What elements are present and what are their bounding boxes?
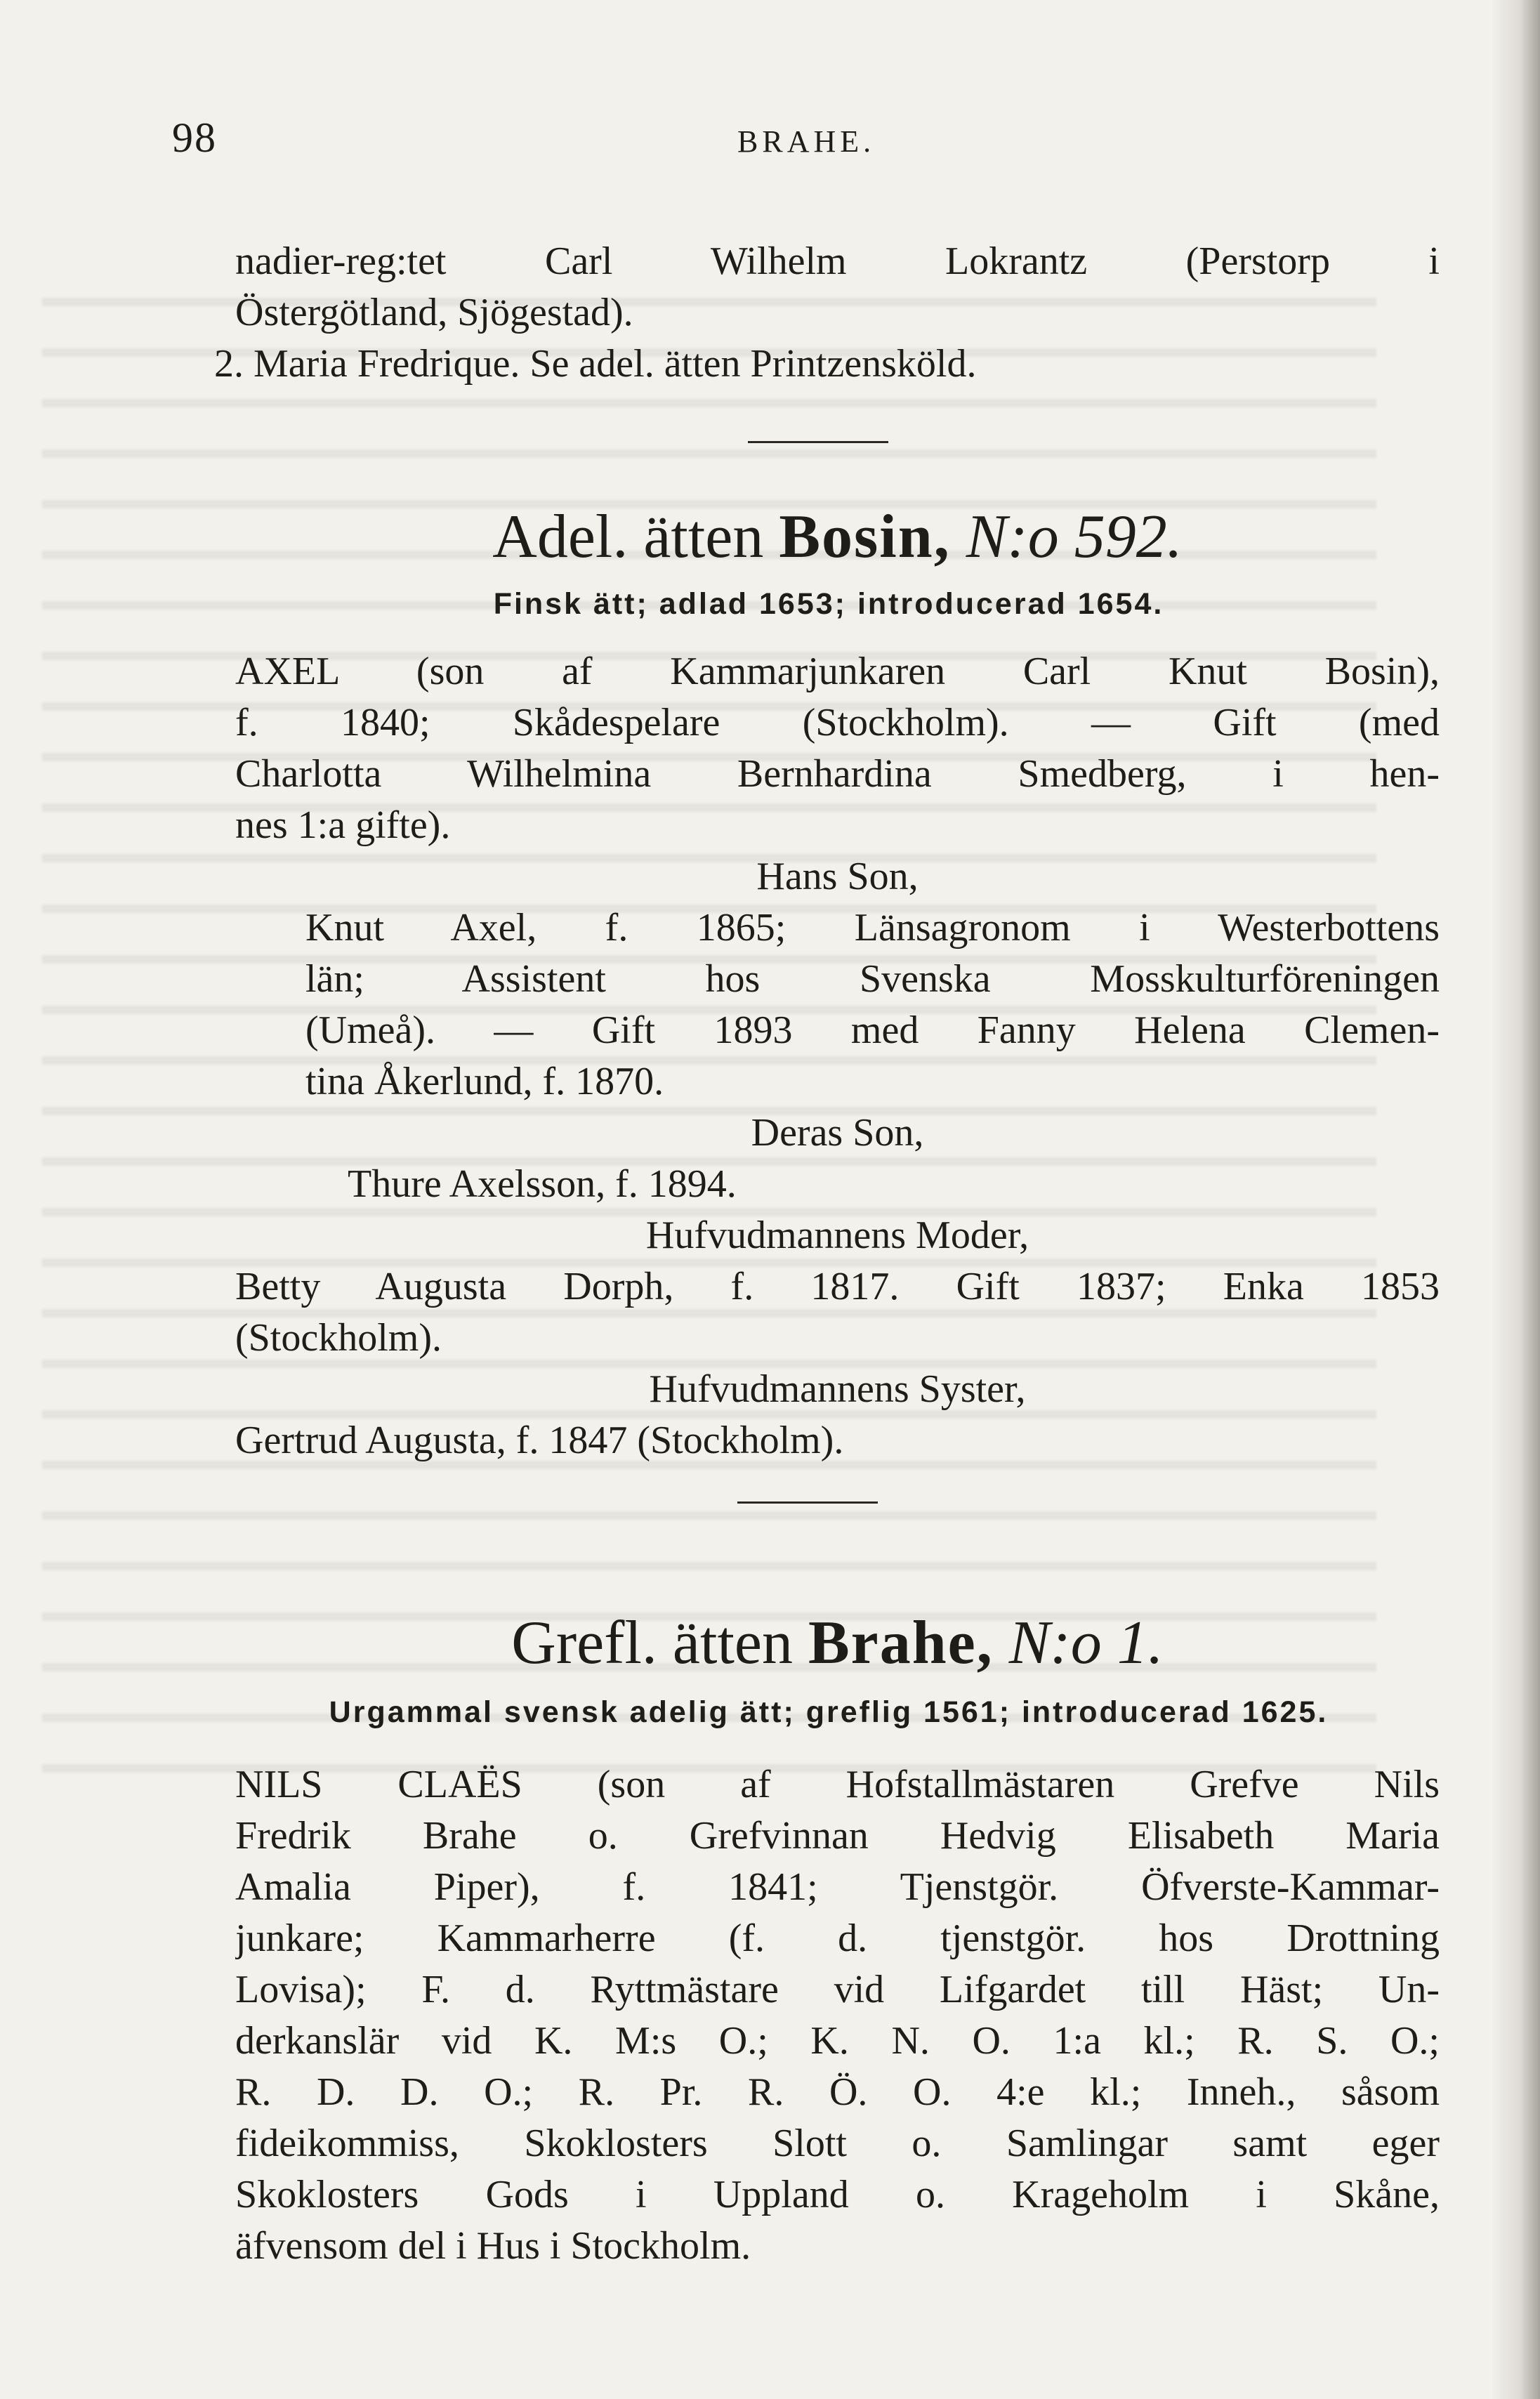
title-prefix: Grefl. ätten (511, 1609, 793, 1677)
entry-line: derkanslär vid K. M:s O.; K. N. O. 1:a kl.; R. S. O.; (235, 2019, 1440, 2063)
entry-line: Charlotta Wilhelmina Bernhardina Smedberg, i hen- (235, 752, 1440, 796)
entry-line: Lovisa); F. d. Ryttmästare vid Lifgardet till Häst; Un- (235, 1968, 1440, 2011)
section-subtitle-brahe: Urgammal svensk adelig ätt; greflig 1561; introducerad 1625. (329, 1695, 1329, 1729)
grandson-line: Thure Axelsson, f. 1894. (348, 1162, 737, 1206)
entry-line: äfvensom del i Hus i Stockholm. (235, 2224, 751, 2268)
running-head: BRAHE. (737, 124, 876, 159)
sister-line: Gertrud Augusta, f. 1847 (Stockholm). (235, 1419, 844, 1462)
son-line: län; Assistent hos Svenska Mosskulturföreningen (305, 957, 1440, 1001)
family-name: Brahe, (808, 1609, 994, 1677)
brahe-entry (235, 1759, 1440, 2272)
section-subtitle-bosin: Finsk ätt; adlad 1653; introducerad 1654. (493, 587, 1164, 621)
entry-line: Fredrik Brahe o. Grefvinnan Hedvig Elisabeth Maria (235, 1814, 1440, 1858)
intro-paragraph (214, 236, 1440, 390)
family-number: N:o 1. (1008, 1609, 1164, 1677)
son-line: (Umeå). — Gift 1893 med Fanny Helena Clemen- (305, 1008, 1440, 1052)
entry-line: AXEL (son af Kammarjunkaren Carl Knut Bosin), (235, 650, 1440, 693)
entry-line: R. D. D. O.; R. Pr. R. Ö. O. 4:e kl.; Inneh., såsom (235, 2070, 1440, 2114)
intro-line: 2. Maria Fredrique. Se adel. ätten Printzensköld. (214, 342, 977, 386)
entry-line: Skoklosters Gods i Uppland o. Krageholm i Skåne, (235, 2173, 1440, 2216)
family-name: Bosin, (779, 503, 951, 571)
entry-line: f. 1840; Skådespelare (Stockholm). — Gift (med (235, 701, 1440, 744)
son-line: Knut Axel, f. 1865; Länsagronom i Westerbottens (305, 906, 1440, 949)
family-number: N:o 592. (966, 503, 1183, 571)
sister-heading: Hufvudmannens Syster, (649, 1367, 1026, 1411)
entry-line: Amalia Piper), f. 1841; Tjenstgör. Öfverste-Kammar- (235, 1865, 1440, 1909)
bosin-entry (235, 646, 1440, 1466)
section-title-bosin (235, 502, 1440, 572)
intro-line: Östergötland, Sjögestad). (235, 291, 633, 334)
entry-line: junkare; Kammarherre (f. d. tjenstgör. hos Drottning (235, 1917, 1440, 1960)
mother-line: Betty Augusta Dorph, f. 1817. Gift 1837; Enka 1853 (235, 1265, 1440, 1308)
mother-line: (Stockholm). (235, 1316, 442, 1360)
son-heading: Hans Son, (756, 855, 919, 898)
page-header (165, 114, 1540, 177)
entry-line: fideikommiss, Skoklosters Slott o. Samlingar samt eger (235, 2122, 1440, 2165)
section-title-brahe (235, 1608, 1440, 1678)
grandson-heading: Deras Son, (751, 1111, 924, 1155)
intro-line: nadier-reg:tet Carl Wilhelm Lokrantz (Perstorp i (235, 239, 1440, 283)
son-line: tina Åkerlund, f. 1870. (305, 1060, 664, 1103)
page-edge-shadow (1491, 0, 1540, 2399)
page-number: 98 (172, 114, 217, 161)
section-divider (748, 441, 888, 443)
entry-line: NILS CLAËS (son af Hofstallmästaren Grefve Nils (235, 1763, 1440, 1806)
section-divider (737, 1501, 878, 1504)
entry-line: nes 1:a gifte). (235, 803, 451, 847)
title-prefix: Adel. ätten (492, 503, 764, 571)
mother-heading: Hufvudmannens Moder, (645, 1214, 1029, 1257)
